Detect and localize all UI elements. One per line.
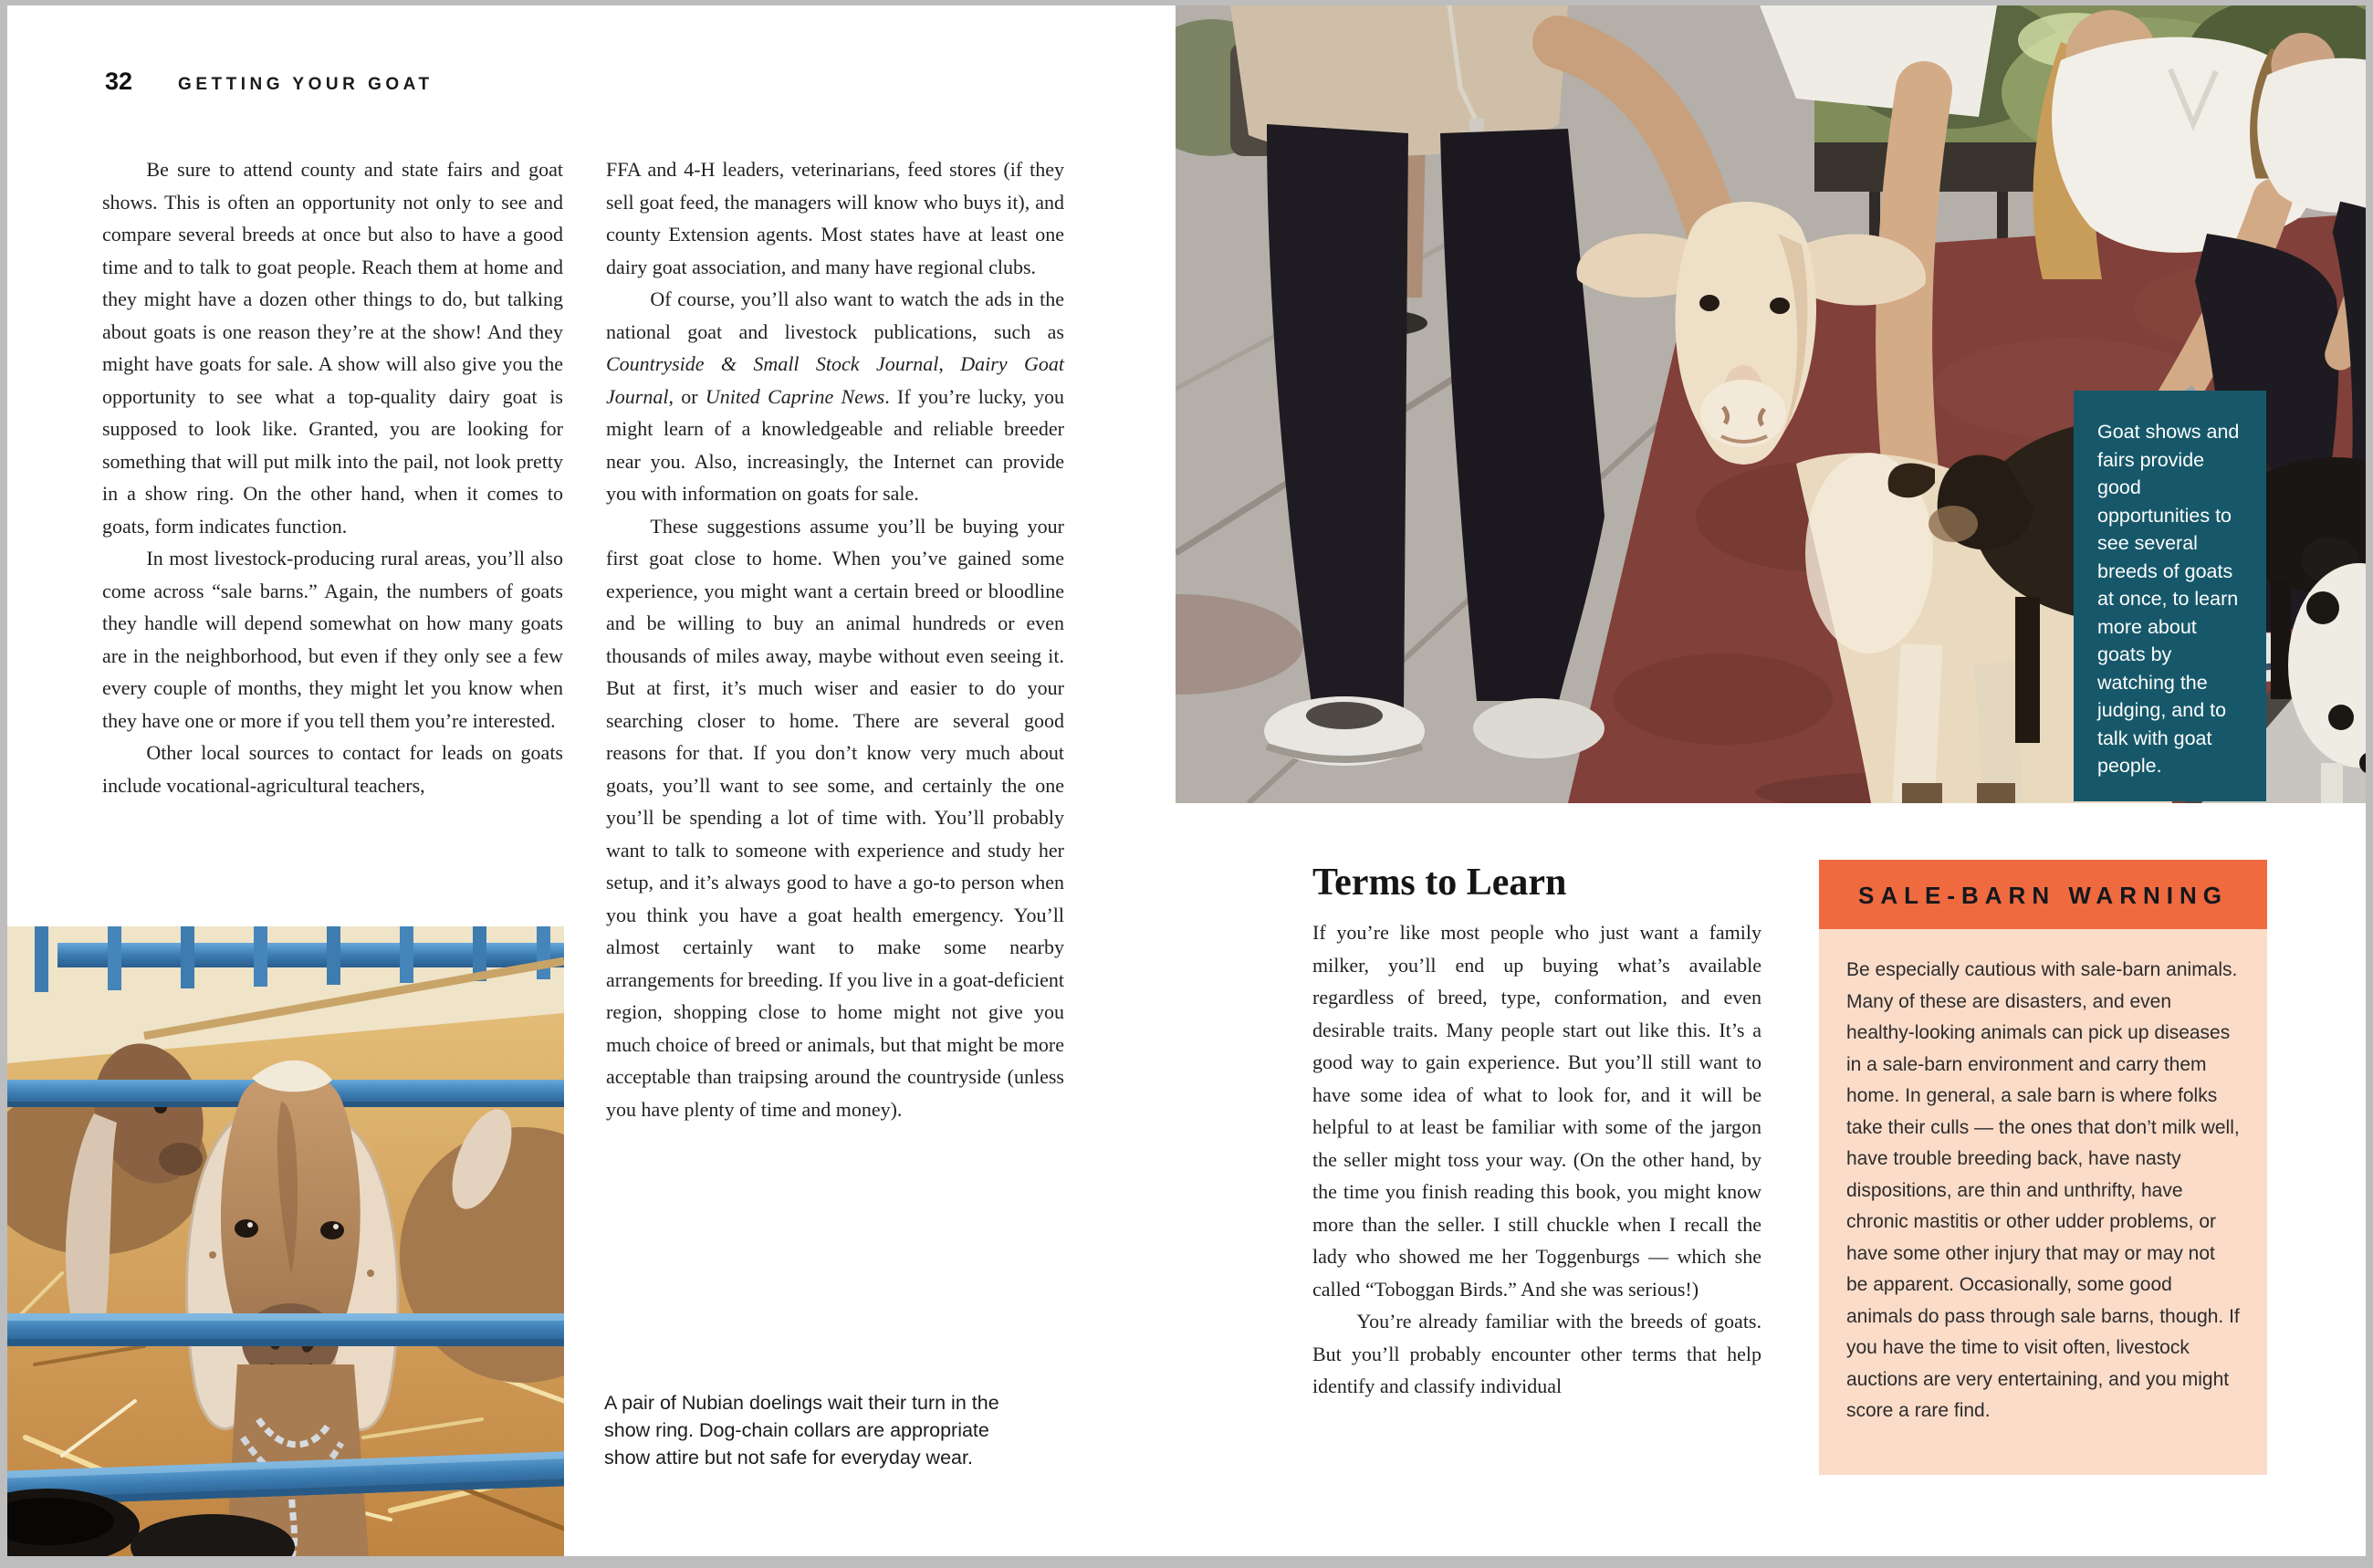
pen-photo-illustration — [7, 926, 564, 1556]
body-paragraph: Be sure to attend county and state fairs and goat shows. This is often an opportunity not only to see and compare several breeds at once but also to have a good time and to talk to goat people. Reach them at home and they might have a dozen other things to do, but talking about goats is one reason they’re at the show! And they might have goats for sale. A show will also give you the opportunity to see what a top-quality dairy goat is supposed to look like. Granted, you are looking for something that will put milk into the pail, not look pretty in a show ring. On the other hand, when it comes to goats, form indicates function. — [102, 158, 563, 538]
photo-sidebar-note: Goat shows and fairs provide good opportunities to see several breeds of goats at once, to learn more about goats by watching the judging, and to talk with goat people. — [2074, 391, 2266, 801]
body-paragraph: You’re already familiar with the breeds of goats. But you’ll probably encounter other terms that help identify and classify individual — [1312, 1310, 1761, 1397]
sale-barn-warning-box — [1819, 860, 2267, 1475]
body-paragraph: These suggestions assume you’ll be buying your first goat close to home. When you’ve gained some experience, you might want a certain breed or bloodline and be willing to buy an animal hundreds or even thousands of miles away, maybe without even seeing it. But at first, it’s much wiser and easier to do your searching closer to home. There are several good reasons for that. If you don’t know very much about goats, you’ll want to see some, and certainly the one you’ll be spending a lot of time with. You’ll probably want to talk to someone with experience and study her setup, and it’s always good to have a go-to person when you think you have a goat health emergency. You’ll almost certainly want to make some nearby arrangements for breeding. If you live in a goat-deficient region, shopping close to home might not give you much choice of breed or animals, but that might be more acceptable than traipsing around the countryside (unless you have plenty of time and money). — [606, 514, 1064, 1121]
middle-text-column — [606, 153, 1064, 1125]
body-paragraph: If you’re like most people who just want a family milker, you’ll end up buying what’s available regardless of breed, type, conformation, and even desirable traits. Many people start out like this. It’s a good way to gain experience. But you’ll still want to have some idea of what to look for, and it will be helpful to at least be familiar with some of the jargon the seller might toss your way. (On the other hand, by the time you finish reading this book, you might know more than the seller. I still chuckle when I recall the lady who showed me her Toggenburgs — which she called “Toboggan Birds.” And she was serious!) — [1312, 921, 1761, 1301]
photo-caption: A pair of Nubian doelings wait their turn in the show ring. Dog-chain collars are appropriate show attire but not safe for everyday wear. — [604, 1392, 999, 1469]
book-spread-page — [7, 5, 2366, 1556]
page-number: 32 — [105, 68, 133, 95]
terms-section — [1312, 862, 1761, 1403]
body-paragraph: Of course, you’ll also want to watch the ads in the national goat and livestock publications, such as Countryside & Small Stock Journal, Dairy Goat Journal, or United Caprine News. If you’re lucky, you might learn of a knowledgeable and reliable breeder near you. Also, increasingly, the Internet can provide you with information on goats for sale. — [606, 287, 1065, 505]
body-paragraph: FFA and 4-H leaders, veterinarians, feed stores (if they sell goat feed, the managers will know who buys it), and county Extension agents. Most states have at least one dairy goat association, and many have regional clubs. — [606, 158, 1064, 278]
running-head-title: GETTING YOUR GOAT — [178, 75, 434, 94]
warning-title: SALE-BARN WARNING — [1819, 860, 2267, 929]
nubian-doelings-photo — [7, 926, 564, 1556]
left-text-column — [102, 153, 563, 801]
running-head — [105, 68, 434, 96]
body-paragraph: In most livestock-producing rural areas, you’ll also come across “sale barns.” Again, the numbers of goats they handle will depend somewhat on how many goats are in the neighborhood, but even if they only see a few every couple of months, they might let you know when they have one or more if you tell them you’re interested. — [102, 547, 563, 732]
section-heading: Terms to Learn — [1312, 862, 1567, 904]
warning-body-text: Be especially cautious with sale-barn animals. Many of these are disasters, and even healthy-looking animals can pick up diseases in a sale-barn environment and carry them home. In general, a sale barn is where folks take their culls — the ones that don’t milk well, have trouble breeding back, have nasty dispositions, are thin and unthrifty, have chronic mastitis or other udder problems, or have some other injury that may or may not be apparent. Occasionally, some good animals do pass through sale barns, though. If you have the time to visit often, livestock auctions are very entertaining, and you might score a rare find. — [1819, 929, 2267, 1475]
body-paragraph: Other local sources to contact for leads on goats include vocational-agricultural teachers, — [102, 741, 563, 797]
